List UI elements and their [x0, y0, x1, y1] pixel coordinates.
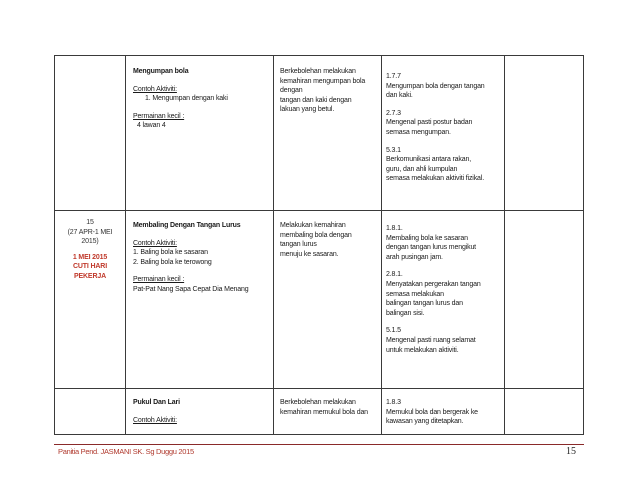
- objective-line: lakuan yang betul.: [280, 106, 335, 114]
- column-divider: [381, 55, 382, 435]
- example-item: 1. Mengumpan dengan kaki: [145, 95, 228, 103]
- column-divider: [273, 55, 274, 435]
- objective-line: menuju ke sasaran.: [280, 250, 339, 258]
- standard-line: Mengumpan bola dengan tangan: [386, 82, 485, 90]
- example-item: 1. Baling bola ke sasaran: [133, 249, 208, 257]
- standard-line: semasa mengumpan.: [386, 128, 451, 136]
- page-number: 15: [566, 446, 576, 457]
- column-divider: [504, 55, 505, 435]
- standard-line: Mengenal pasti postur badan: [386, 119, 473, 127]
- standard-line: Memukul bola dan bergerak ke: [386, 408, 478, 416]
- table-border-right: [583, 55, 584, 435]
- standard-line: Mengenal pasti ruang selamat: [386, 336, 476, 344]
- standard-line: arah pusingan jam.: [386, 253, 443, 261]
- objective-line: Berkebolehan melakukan: [280, 399, 356, 406]
- column-divider: [125, 55, 126, 435]
- standard-line: dan kaki.: [386, 92, 413, 100]
- activity-cell: [133, 67, 269, 131]
- standard-line: semasa melakukan: [386, 290, 444, 298]
- example-heading: Contoh Aktiviti:: [133, 416, 177, 424]
- objective-cell: [280, 221, 378, 259]
- standard-code: 5.1.5: [386, 327, 401, 335]
- standard-line: semasa melakukan aktiviti fizikal.: [386, 175, 484, 183]
- week-cell: [56, 218, 124, 282]
- objective-line: Berkebolehan melakukan: [280, 68, 356, 75]
- standard-line: Berkomunikasi antara rakan,: [386, 156, 472, 164]
- objective-cell: [280, 398, 378, 417]
- game-text: Pat-Pat Nang Sapa Cepat Dia Menang: [133, 285, 249, 293]
- activity-title: Membaling Dengan Tangan Lurus: [133, 222, 241, 229]
- activity-cell: [133, 398, 271, 425]
- standard-line: guru, dan ahli kumpulan: [386, 165, 458, 173]
- objective-line: membaling bola dengan: [280, 231, 352, 239]
- game-heading: Permainan kecil :: [133, 112, 185, 120]
- standard-code: 1.8.3: [386, 399, 401, 406]
- standard-code: 1.8.1.: [386, 225, 403, 232]
- objective-line: tangan lurus: [280, 241, 317, 249]
- footer-text: Panitia Pend. JASMANI SK. Sg Duggu 2015: [58, 447, 194, 456]
- standard-line: Membaling bola ke sasaran: [386, 234, 468, 242]
- standards-cell: [386, 72, 502, 184]
- example-item: 2. Baling bola ke terowong: [133, 258, 212, 266]
- week-range: 2015): [81, 238, 99, 246]
- standards-cell: [386, 224, 502, 355]
- objective-line: kemahiran memukul bola dan: [280, 408, 368, 416]
- objective-line: tangan dan kaki dengan: [280, 96, 352, 104]
- holiday-label: PEKERJA: [73, 272, 106, 280]
- game-text: 4 lawan 4: [137, 122, 166, 130]
- standard-line: kawasan yang ditetapkan.: [386, 418, 464, 426]
- standard-code: 1.7.7: [386, 73, 401, 80]
- game-heading: Permainan kecil :: [133, 276, 185, 284]
- standard-code: 2.7.3: [386, 109, 401, 117]
- standard-code: 5.3.1: [386, 146, 401, 154]
- row-divider: [54, 210, 584, 211]
- footer-divider: [54, 444, 584, 445]
- row-divider: [54, 388, 584, 389]
- week-number: 15: [86, 219, 94, 226]
- holiday-date: 1 MEI 2015: [72, 253, 108, 261]
- objective-line: Melakukan kemahiran: [280, 222, 346, 229]
- objective-cell: [280, 67, 378, 115]
- week-range: (27 APR-1 MEI: [67, 228, 113, 236]
- standard-line: dengan tangan lurus mengikut: [386, 244, 476, 252]
- table-border-left: [54, 55, 55, 435]
- standard-line: balingan tangan lurus dan: [386, 300, 463, 308]
- standards-cell: [386, 398, 502, 427]
- example-heading: Contoh Aktiviti:: [133, 239, 177, 247]
- holiday-label: CUTI HARI: [72, 263, 108, 271]
- activity-title: Pukul Dan Lari: [133, 399, 180, 406]
- activity-title: Mengumpan bola: [133, 68, 189, 75]
- lesson-plan-table: [54, 55, 584, 435]
- example-heading: Contoh Aktiviti:: [133, 85, 177, 93]
- standard-line: balingan sisi.: [386, 309, 425, 317]
- objective-line: dengan: [280, 87, 303, 95]
- table-border-top: [54, 55, 584, 56]
- standard-line: Menyatakan pergerakan tangan: [386, 280, 481, 288]
- activity-cell: [133, 221, 271, 295]
- table-border-bottom: [54, 434, 584, 435]
- standard-line: untuk melakukan aktiviti.: [386, 346, 459, 354]
- objective-line: kemahiran mengumpan bola: [280, 77, 366, 85]
- standard-code: 2.8.1.: [386, 271, 403, 279]
